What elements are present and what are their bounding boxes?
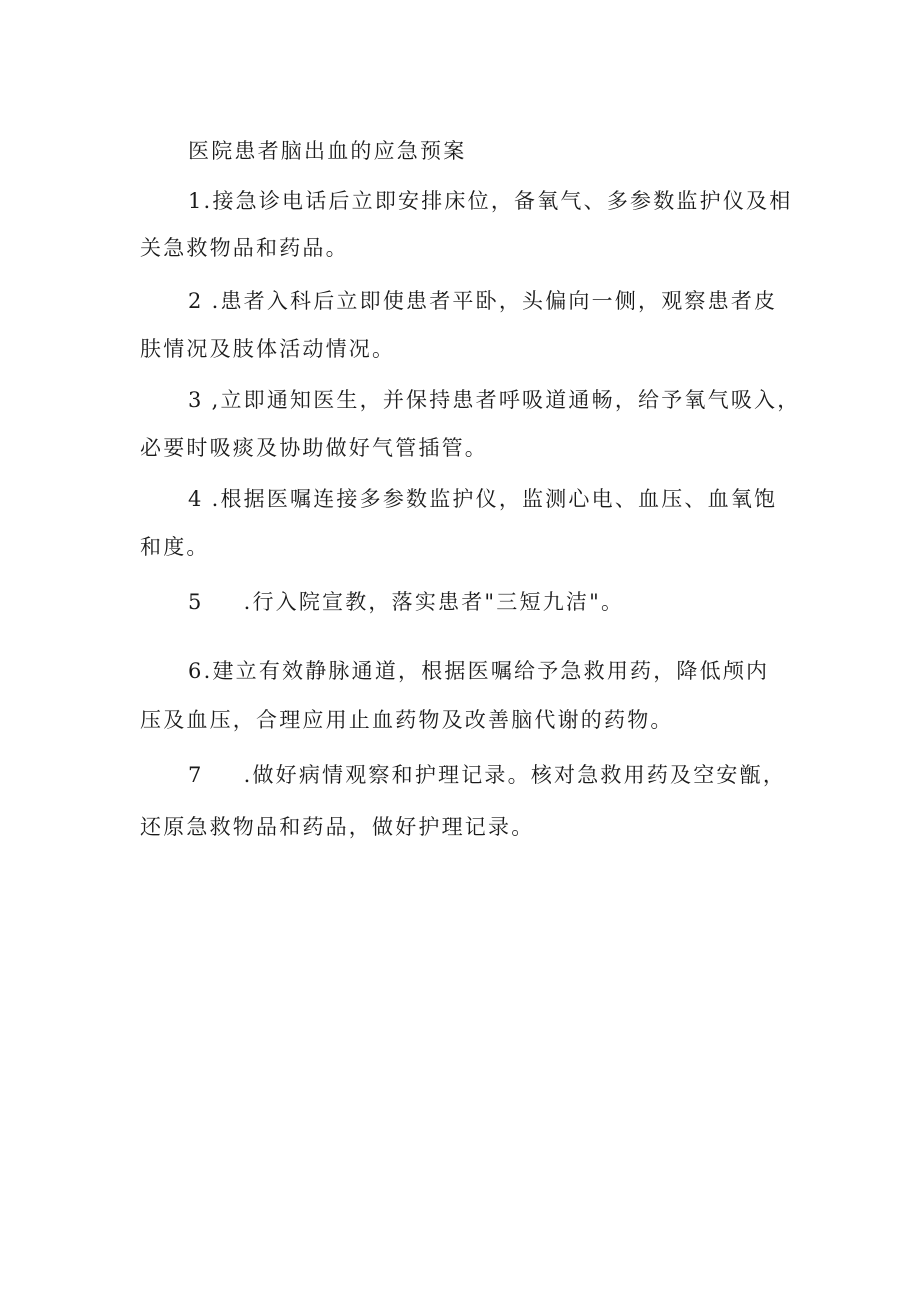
- item-3-text-line-2: 必要时吸痰及协助做好气管插管。: [140, 436, 488, 460]
- item-4-text-line-2: 和度。: [140, 535, 210, 559]
- item-6-text-line-1: .建立有效静脉通道，根据医嘱给予急救用药，降低颅内: [203, 659, 770, 683]
- item-6-number: 6: [188, 659, 204, 683]
- list-item-1-line-1: [188, 187, 792, 215]
- item-6-text-line-2: 压及血压，合理应用止血药物及改善脑代谢的药物。: [140, 708, 674, 732]
- document-title: 医院患者脑出血的应急预案: [188, 139, 467, 163]
- item-4-number: 4: [188, 487, 204, 511]
- item-7-number: 7: [188, 763, 204, 787]
- item-7-text-line-2: 还原急救物品和药品，做好护理记录。: [140, 815, 535, 839]
- item-3-text-line-1: ,立即通知医生，并保持患者呼吸道通畅，给予氧气吸入，: [211, 388, 801, 412]
- list-item-7-line-1: [188, 761, 786, 789]
- item-2-text-line-2: 肤情况及肢体活动情况。: [140, 337, 396, 361]
- item-1-text-line-2: 关急救物品和药品。: [140, 236, 349, 260]
- item-5-number: 5: [188, 590, 204, 614]
- item-2-number: 2: [188, 289, 204, 313]
- item-4-text-line-1: .根据医嘱连接多参数监护仪，监测心电、血压、血氧饱: [211, 487, 778, 511]
- item-1-text-line-1: 接急诊电话后立即安排床位，备氧气、多参数监护仪及相: [212, 189, 793, 213]
- list-item-3-line-1: [188, 386, 800, 414]
- list-item-4-line-1: [188, 485, 777, 513]
- list-item-2-line-1: [188, 287, 777, 315]
- item-1-number: 1.: [188, 189, 213, 213]
- list-item-5-line-1: [188, 588, 624, 616]
- list-item-6-line-1: [188, 657, 769, 685]
- item-3-number: 3: [188, 388, 204, 412]
- item-2-text-line-1: .患者入科后立即使患者平卧，头偏向一侧，观察患者皮: [211, 289, 778, 313]
- item-7-text-line-1: .做好病情观察和护理记录。核对急救用药及空安甑，: [243, 763, 787, 787]
- item-5-text-line-1: .行入院宣教，落实患者"三短九洁"。: [243, 590, 625, 614]
